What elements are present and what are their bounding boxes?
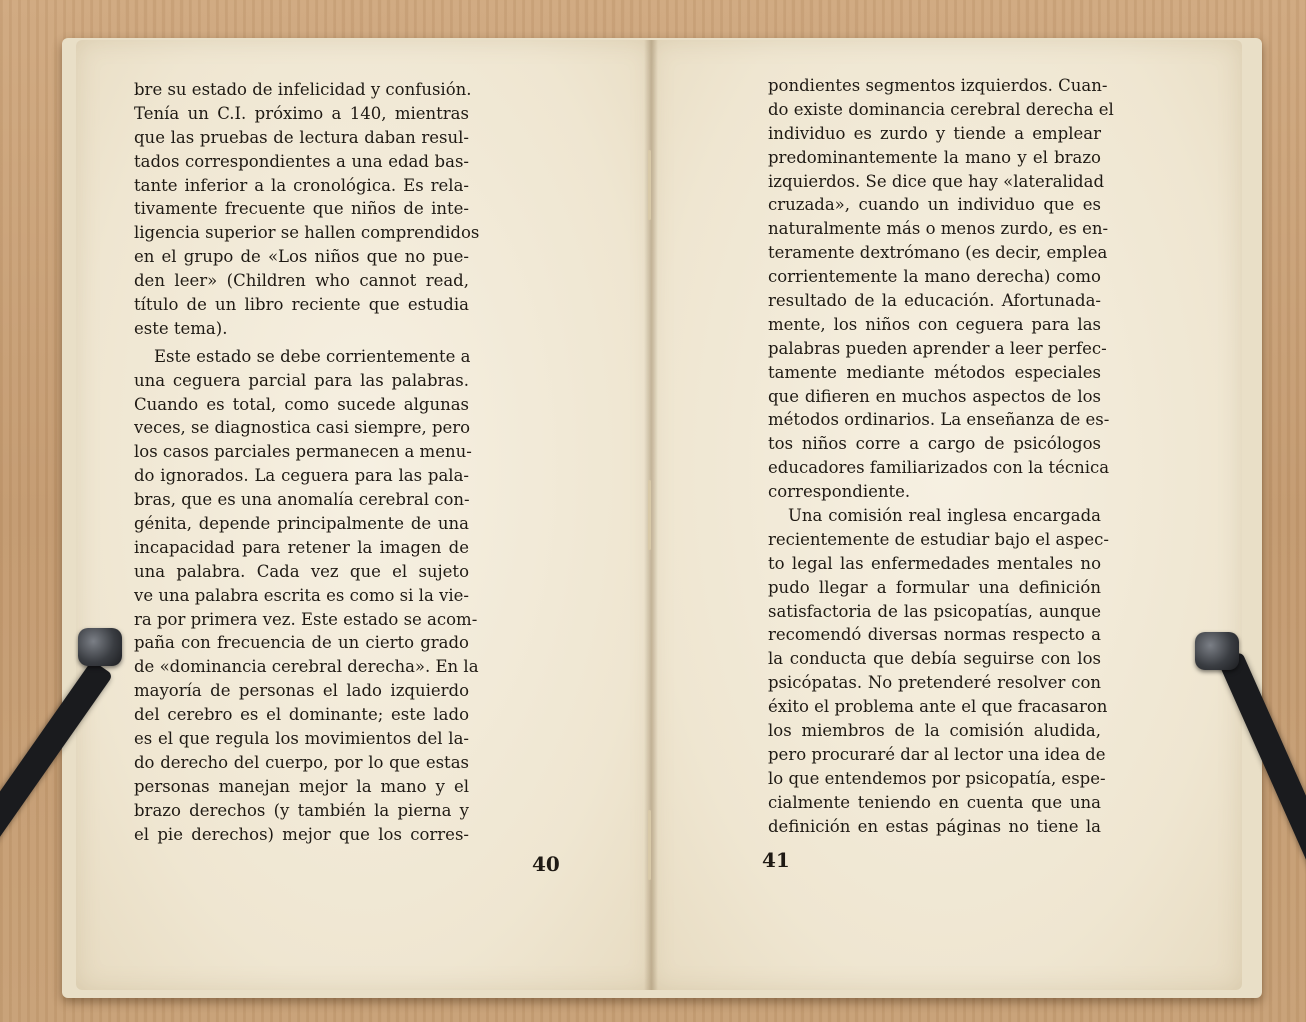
text-line: veces, se diagnostica casi siempre, pero xyxy=(134,418,471,438)
text-line: la conducta que debía seguirse con los xyxy=(768,649,1101,669)
text-line: do ignorados. La ceguera para las pala- xyxy=(134,466,469,486)
text-line: pero procuraré dar al lector una idea de xyxy=(768,744,1106,764)
text-line: cruzada», cuando un individuo que es xyxy=(768,195,1101,215)
text-line: génita, depende principalmente de una xyxy=(134,514,469,534)
text-line: en el grupo de «Los niños que no pue- xyxy=(134,247,469,267)
text-line: pudo llegar a formular una definición xyxy=(768,577,1101,597)
text-line: pondientes segmentos izquierdos. Cuan- xyxy=(768,76,1108,95)
text-line: predominantemente la mano y el brazo xyxy=(768,147,1101,167)
text-line: incapacidad para retener la imagen de xyxy=(134,537,469,557)
binding-stitch xyxy=(648,480,651,550)
text-line: tamente mediante métodos especiales xyxy=(768,362,1101,382)
text-line: es el que regula los movimientos del la- xyxy=(134,729,469,749)
text-line: Cuando es total, como sucede algunas xyxy=(134,394,469,414)
binding-stitch xyxy=(648,150,651,220)
text-line: ligencia superior se hallen comprendidos xyxy=(134,223,480,243)
text-line: recientemente de estudiar bajo el aspec- xyxy=(768,529,1109,549)
text-line: este tema). xyxy=(134,318,228,338)
text-line: ra por primera vez. Este estado se acom- xyxy=(134,609,478,629)
text-line: brazo derechos (y también la pierna y xyxy=(134,800,469,820)
text-line: psicópatas. No pretenderé resolver con xyxy=(768,673,1101,693)
text-line: una palabra. Cada vez que el sujeto xyxy=(134,561,469,581)
text-line: palabras pueden aprender a leer perfec- xyxy=(768,338,1107,358)
text-line: tante inferior a la cronológica. Es rela- xyxy=(134,175,469,195)
text-line: correspondiente. xyxy=(768,482,911,502)
text-line: teramente dextrómano (es decir, emplea xyxy=(768,243,1108,263)
text-line: corrientemente la mano derecha) como xyxy=(768,267,1101,287)
page-number-left: 40 xyxy=(532,852,560,876)
text-line: den leer» (Children who cannot read, xyxy=(134,271,469,291)
page-holder-clip-left xyxy=(78,628,122,666)
text-line: que difieren en muchos aspectos de los xyxy=(768,386,1101,406)
text-line: los casos parciales permanecen a menu- xyxy=(134,442,472,462)
text-line: resultado de la educación. Afortunada- xyxy=(768,291,1101,311)
text-line: título de un libro reciente que estudia xyxy=(134,295,469,315)
text-line: tados correspondientes a una edad bas- xyxy=(134,151,469,171)
text-line: éxito el problema ante el que fracasaron xyxy=(768,697,1108,717)
text-line: del cerebro es el dominante; este lado xyxy=(134,705,469,725)
text-line: recomendó diversas normas respecto a xyxy=(768,625,1101,645)
book-gutter xyxy=(644,40,658,990)
text-line: educadores familiarizados con la técnica xyxy=(768,458,1110,478)
text-line: cialmente teniendo en cuenta que una xyxy=(768,792,1101,812)
text-line: ve una palabra escrita es como si la vie- xyxy=(134,585,469,605)
text-line: definición en estas páginas no tiene la xyxy=(768,816,1101,836)
text-line: una ceguera parcial para las palabras. xyxy=(134,370,469,390)
text-line: los miembros de la comisión aludida, xyxy=(768,721,1101,741)
binding-stitch xyxy=(648,810,651,880)
text-line: mente, los niños con ceguera para las xyxy=(768,314,1101,334)
text-line: do existe dominancia cerebral derecha el xyxy=(768,99,1114,119)
left-page-text xyxy=(134,78,480,847)
text-line: tos niños corre a cargo de psicólogos xyxy=(768,434,1101,454)
text-line: personas manejan mejor la mano y el xyxy=(134,776,469,796)
text-line: naturalmente más o menos zurdo, es en- xyxy=(768,219,1109,239)
text-line: Este estado se debe corrientemente a xyxy=(154,346,471,366)
text-line: izquierdos. Se dice que hay «lateralidad xyxy=(768,171,1105,191)
text-line: de «dominancia cerebral derecha». En la xyxy=(134,657,479,677)
text-line: mayoría de personas el lado izquierdo xyxy=(134,681,469,701)
text-line: Una comisión real inglesa encargada xyxy=(788,506,1101,526)
text-line: satisfactoria de las psicopatías, aunque xyxy=(768,601,1101,621)
text-line: el pie derechos) mejor que los corres- xyxy=(134,824,469,844)
page-holder-clip-right xyxy=(1195,632,1239,670)
text-line: bras, que es una anomalía cerebral con- xyxy=(134,490,470,510)
text-line: lo que entendemos por psicopatía, espe- xyxy=(768,768,1106,788)
text-line: Tenía un C.I. próximo a 140, mientras xyxy=(134,103,469,123)
right-page-text xyxy=(768,74,1114,839)
page-number-right: 41 xyxy=(762,848,790,872)
text-line: paña con frecuencia de un cierto grado xyxy=(134,633,469,653)
text-line: bre su estado de infelicidad y confusión. xyxy=(134,80,472,99)
text-line: tivamente frecuente que niños de inte- xyxy=(134,199,469,219)
text-line: do derecho del cuerpo, por lo que estas xyxy=(134,752,469,772)
text-line: que las pruebas de lectura daban resul- xyxy=(134,127,469,147)
text-line: individuo es zurdo y tiende a emplear xyxy=(768,123,1101,143)
text-line: métodos ordinarios. La enseñanza de es- xyxy=(768,410,1110,430)
text-line: to legal las enfermedades mentales no xyxy=(768,553,1101,573)
